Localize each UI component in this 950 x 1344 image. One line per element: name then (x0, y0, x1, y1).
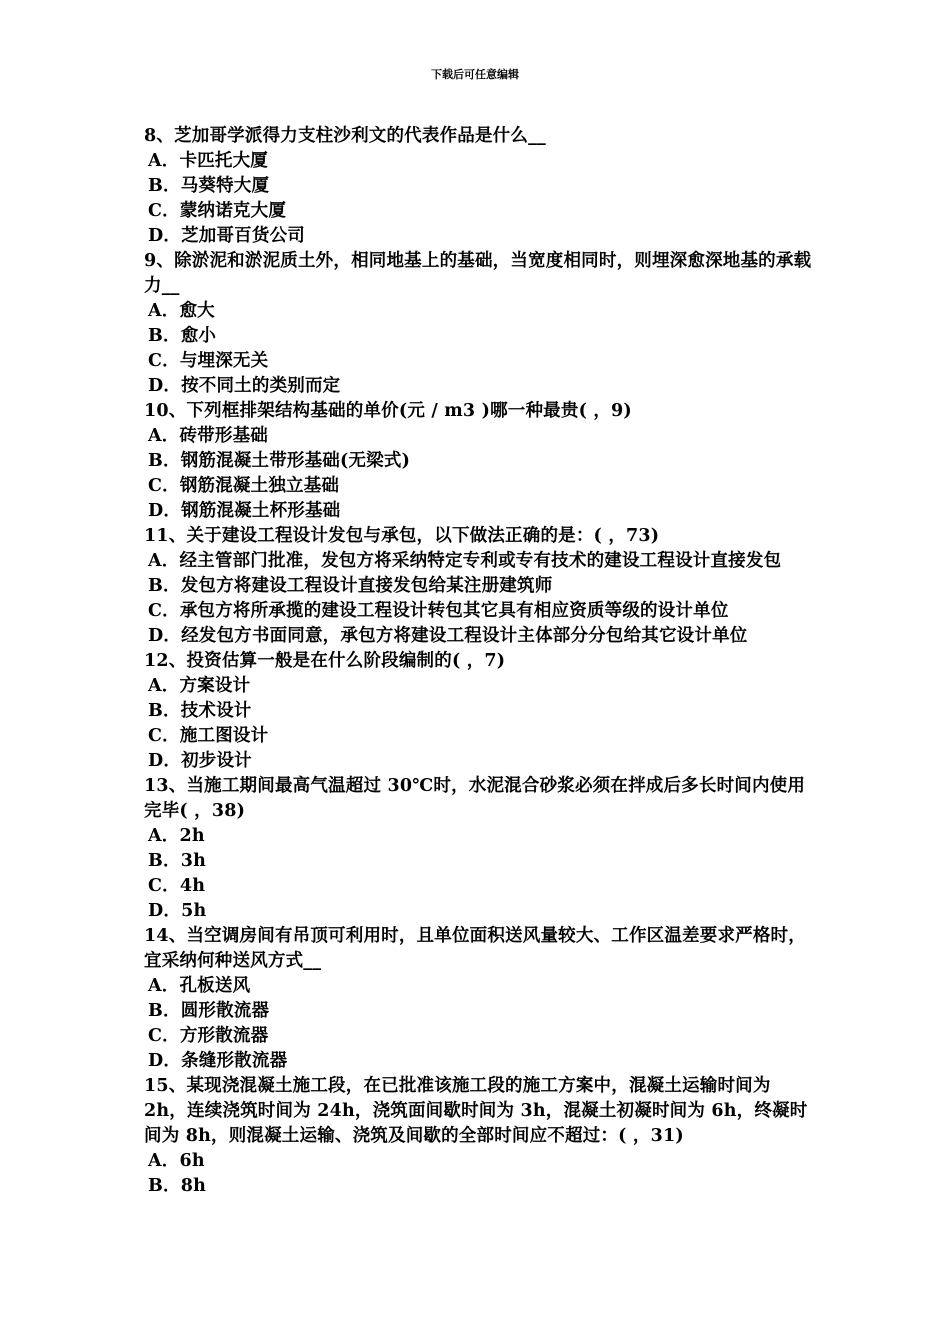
option-c: C．蒙纳诺克大厦 (148, 201, 287, 221)
question-stem: 12、投资估算一般是在什么阶段编制的( ，7) (144, 651, 506, 671)
question-stem: 9、除淤泥和淤泥质土外，相同地基上的基础，当宽度相同时，则埋深愈深地基的承载力__ (144, 251, 812, 296)
question-stem: 15、某现浇混凝土施工段，在已批准该施工段的施工方案中，混凝土运输时间为 2h，连续浇筑时间为 24h，浇筑面间歇时间为 3h，混凝土初凝时间为 6h，终凝时间为 8h，则混凝土运输、浇筑及间歇的全部时间应不超过：( ，31) (144, 1076, 808, 1146)
option-c: C．与埋深无关 (148, 351, 269, 371)
option-d: D．芝加哥百货公司 (148, 226, 305, 246)
option-a: A．卡匹托大厦 (148, 151, 268, 171)
question-stem: 11、关于建设工程设计发包与承包，以下做法正确的是：( ，73) (144, 526, 660, 546)
option-d: D．经发包方书面同意，承包方将建设工程设计主体部分分包给其它设计单位 (148, 626, 748, 646)
question-list (144, 124, 812, 1199)
option-a: A．方案设计 (148, 676, 251, 696)
question-stem: 8、芝加哥学派得力支柱沙利文的代表作品是什么__ (144, 126, 546, 146)
option-b: B．钢筋混凝土带形基础(无梁式) (148, 451, 411, 471)
question-stem: 10、下列框排架结构基础的单价(元 / m3 )哪一种最贵( ，9) (144, 401, 632, 421)
option-c: C．钢筋混凝土独立基础 (148, 476, 340, 496)
option-b: B．愈小 (148, 326, 217, 346)
option-a: A．经主管部门批准，发包方将采纳特定专利或专有技术的建设工程设计直接发包 (148, 551, 782, 571)
option-b: B．3h (148, 851, 206, 871)
option-c: C．方形散流器 (148, 1026, 269, 1046)
question-8 (144, 124, 812, 249)
option-b: B．圆形散流器 (148, 1001, 270, 1021)
question-15 (144, 1074, 812, 1199)
option-a: A．孔板送风 (148, 976, 251, 996)
option-d: D．条缝形散流器 (148, 1051, 288, 1071)
question-14 (144, 924, 812, 1074)
page-header: 下载后可任意编辑 (431, 68, 519, 81)
option-b: B．马葵特大厦 (148, 176, 270, 196)
option-d: D．按不同土的类别而定 (148, 376, 341, 396)
question-10 (144, 399, 812, 524)
question-11 (144, 524, 812, 649)
option-b: B．技术设计 (148, 701, 252, 721)
option-a: A．6h (148, 1151, 205, 1171)
option-b: B．8h (148, 1176, 206, 1196)
question-stem: 14、当空调房间有吊顶可利用时，且单位面积送风量较大、工作区温差要求严格时，宜采纳何种送风方式__ (144, 926, 806, 971)
option-a: A．2h (148, 826, 205, 846)
option-c: C．4h (148, 876, 206, 896)
option-c: C．施工图设计 (148, 726, 269, 746)
option-c: C．承包方将所承揽的建设工程设计转包其它具有相应资质等级的设计单位 (148, 601, 729, 621)
option-d: D．钢筋混凝土杯形基础 (148, 501, 341, 521)
option-a: A．砖带形基础 (148, 426, 268, 446)
question-9 (144, 249, 812, 399)
option-b: B．发包方将建设工程设计直接发包给某注册建筑师 (148, 576, 553, 596)
option-d: D．初步设计 (148, 751, 252, 771)
option-a: A．愈大 (148, 301, 215, 321)
option-d: D．5h (148, 901, 207, 921)
question-stem: 13、当施工期间最高气温超过 30℃时，水泥混合砂浆必须在拌成后多长时间内使用完毕( ，38) (144, 776, 806, 821)
question-13 (144, 774, 812, 924)
question-12 (144, 649, 812, 774)
